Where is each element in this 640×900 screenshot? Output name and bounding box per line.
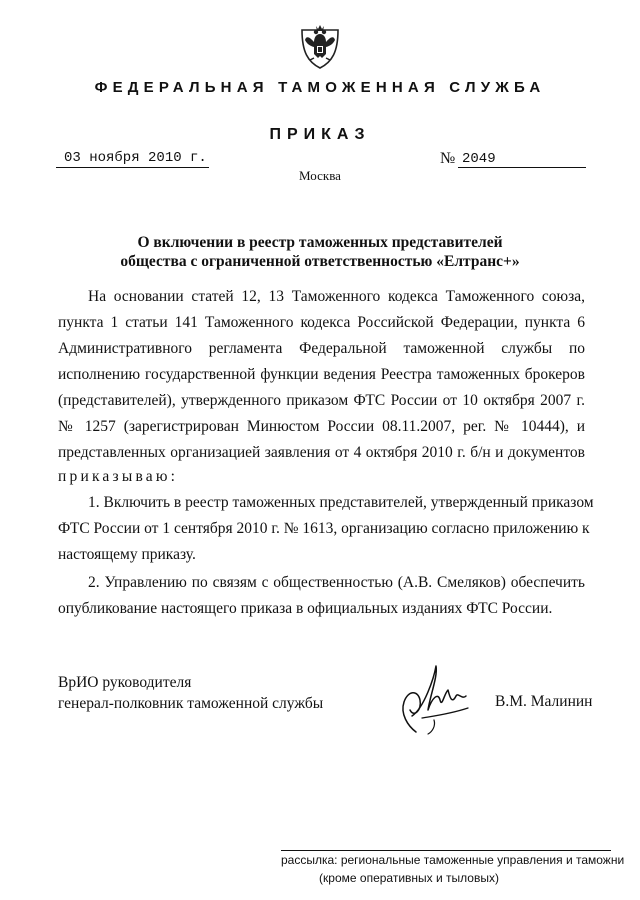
body-text-line: Административного регламента Федеральной таможенной службы по xyxy=(58,340,585,357)
subject-line: общества с ограниченной ответственностью «Елтранс+» xyxy=(120,253,520,270)
distribution-separator xyxy=(281,850,611,851)
order-date: 03 ноября 2010 г. xyxy=(64,150,207,166)
number-sign: № xyxy=(440,150,456,167)
handwritten-signature-icon xyxy=(394,660,476,742)
signatory-name: В.М. Малинин xyxy=(495,693,593,710)
document-type-title: ПРИКАЗ xyxy=(269,126,371,143)
signatory-rank-line: генерал-полковник таможенной службы xyxy=(58,695,324,712)
body-text-line: пункта 1 статьи 141 Таможенного кодекса Российской Федерации, пункта 6 xyxy=(58,314,585,331)
body-text-line: № 1257 (зарегистрирован Минюстом России 08.11.2007, рег. № 10444), и xyxy=(58,418,585,435)
signatory-position xyxy=(58,672,323,714)
subject-line: О включении в реестр таможенных представителей xyxy=(137,234,503,251)
body-text-line: представленных организацией заявления от 4 октября 2010 г. б/н и документов xyxy=(58,444,585,461)
state-emblem-icon xyxy=(298,20,342,70)
order-item-1-line: настоящему приказу. xyxy=(58,546,196,563)
distribution-list: рассылка: региональные таможенные управления и таможни xyxy=(281,853,625,867)
city-name: Москва xyxy=(299,168,341,183)
order-item-1-line: 1. Включить в реестр таможенных представителей, утвержденный приказом xyxy=(88,494,594,511)
body-text-line: (представителей), утвержденного приказом ФТС России от 10 октября 2007 г. xyxy=(58,392,585,409)
agency-name: ФЕДЕРАЛЬНАЯ ТАМОЖЕННАЯ СЛУЖБА xyxy=(94,79,546,96)
body-text-line: На основании статей 12, 13 Таможенного кодекса Таможенного союза, xyxy=(88,288,585,305)
distribution-exception: (кроме оперативных и тыловых) xyxy=(319,871,499,885)
body-text-line: исполнению государственной функции ведения Реестра таможенных брокеров xyxy=(58,366,585,383)
order-item-2-line: опубликование настоящего приказа в официальных изданиях ФТС России. xyxy=(58,600,553,617)
order-verb: приказываю: xyxy=(58,468,179,485)
order-item-1-line: ФТС России от 1 сентября 2010 г. № 1613, организацию согласно приложению к xyxy=(58,520,590,537)
signatory-position-line: ВрИО руководителя xyxy=(58,674,192,691)
order-number: 2049 xyxy=(462,151,496,167)
order-subject xyxy=(0,233,640,271)
order-item-2-line: 2. Управлению по связям с общественностью (А.В. Смеляков) обеспечить xyxy=(88,574,585,591)
